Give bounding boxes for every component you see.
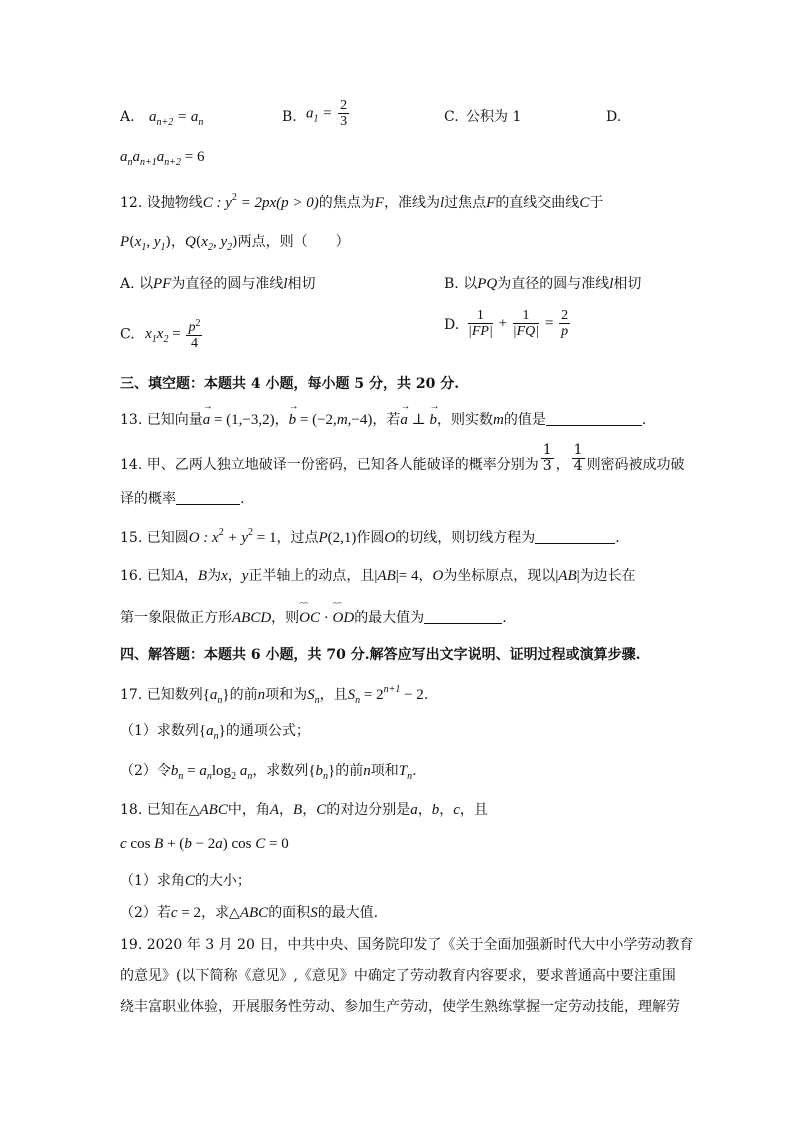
q12-option-c-formula: $x_1x_2$ = $\frac{p^2}{4}$: [145, 318, 201, 352]
q18-text: （2）若: [120, 905, 171, 921]
q15-answer-blank[interactable]: [535, 531, 615, 544]
q16-text: 正半轴上的动点，且: [248, 568, 375, 584]
q11-option-a-formula: $a_{n+2} = a_n$: [149, 109, 204, 128]
q15-text: 的切线，则切线方程为: [395, 530, 536, 546]
q14-text: 则密码被成功破: [586, 456, 685, 473]
q16-text: ，: [227, 568, 242, 584]
q17-part-2: （2）令$b_n = a_n\log_2$ $a_n$，求数列$\{b_n\}$的前n项和$T_n$.: [120, 763, 417, 782]
q18-part-2: （2）若c = 2，求△ABC的面积S的最大值.: [120, 905, 379, 921]
q17-text: ，且: [319, 687, 348, 703]
q16-text: 已知: [146, 568, 175, 584]
q17-text: 的前: [229, 687, 258, 703]
q18-text: （1）求角: [120, 873, 185, 889]
q13-text: 已知向量: [146, 412, 203, 428]
q17-text: 的通项公式；: [225, 723, 310, 739]
q11-option-a-label: A.: [120, 109, 135, 125]
q16-text: ，: [183, 568, 198, 584]
q12-stem-text: 两点，则（ ）: [237, 234, 350, 250]
q12-stem-line-2: $P(x_1$, $y_1$)，$Q(x_2$, $y_2$)两点，则（ ）: [120, 234, 350, 253]
q18-text: 中，角: [227, 802, 270, 818]
q12-stem-text: 的焦点为: [318, 195, 375, 211]
q16-line-2: 第一象限做正方形ABCD，则⌢⌢ OC · ⌢⌢ OD的最大值为 .: [120, 611, 507, 626]
q17-text: （1）求数列: [120, 723, 199, 739]
q12-option-d-label: D.: [444, 317, 460, 333]
q13-number: 13.: [120, 412, 143, 428]
q12-option-b-text: 为直径的圆与准线: [497, 276, 610, 292]
q12-option-c-label: C.: [120, 326, 135, 343]
q11-option-c-label: C.: [444, 109, 459, 125]
q12-option-b: B. 以PQ为直径的圆与准线l相切: [444, 276, 642, 292]
q18-text: 的面积: [268, 905, 311, 921]
q12-options-cd: [120, 308, 569, 352]
section-3-heading: 三、填空题：本题共 4 小题，每小题 5 分，共 20 分.: [120, 376, 460, 392]
q14-text: ，: [555, 456, 570, 473]
q17-part-1: （1）求数列$\{a_n\}$的通项公式；: [120, 723, 310, 742]
q12-options-ab: A. 以PF为直径的圆与准线l相切 B. 以PQ为直径的圆与准线l相切: [120, 276, 642, 292]
q14-text: .: [240, 491, 245, 507]
q11-option-b-label: B.: [282, 109, 297, 125]
q12-stem-text: 过焦点: [444, 195, 487, 211]
q11-options: [120, 98, 622, 130]
q12-stem-text: 设抛物线: [146, 195, 203, 211]
q18-formula: c cos B + (b − 2a) cos C = 0: [120, 836, 289, 852]
q12-option-a-text: 为直径的圆与准线: [171, 276, 284, 292]
q17-stem: 17. 已知数列$\{a_n\}$的前n项和为$S_n$，且$S_n = 2^{n+1} - 2$.: [120, 684, 429, 706]
q11-option-c-text: 公积为 1: [466, 109, 522, 125]
q17-text: 项和为: [265, 687, 308, 703]
q12-option-b-label: B. 以: [444, 276, 478, 292]
q15-text: ，过点: [276, 530, 319, 546]
q15-number: 15.: [120, 530, 143, 546]
q14-text: 甲、乙两人独立地破译一份密码，已知各人能破译的概率分别为: [146, 456, 539, 473]
q13-text: 的值是: [503, 412, 546, 428]
q12-stem-line-1: 12. 设抛物线C : $y^2 = 2px(p > 0)$的焦点为F，准线为l过焦点F的直线交曲线C于: [120, 192, 604, 211]
q17-number: 17.: [120, 687, 143, 703]
q16-text: 为: [207, 568, 222, 584]
q19-line-1: 19. 2020 年 3 月 20 日，中共中央、国务院印发了《关于全面加强新时代大中小学劳动教育: [120, 937, 694, 953]
q17-text: 项和: [370, 763, 399, 779]
q17-text: 的前: [335, 763, 364, 779]
q12-number: 12.: [120, 195, 143, 211]
q16-line-1: 16. 已知A，B为x，y正半轴上的动点，且|AB|= 4，O为坐标原点，现以|AB|为边长在: [120, 568, 636, 584]
q17-text: ，求数列: [252, 763, 309, 779]
q11-option-d-label: D.: [606, 109, 622, 125]
q17-text: （2）令: [120, 763, 171, 779]
q13-answer-blank[interactable]: [546, 413, 642, 426]
q15: 15. 已知圆O : $x^2 + y^2 = 1$，过点P(2,1)作圆O的切线，则切线方程为 .: [120, 527, 620, 546]
q14-text: 译的概率: [120, 491, 176, 507]
q16-text: 第一象限做正方形: [120, 610, 232, 626]
q18-text: 的对边分别是: [326, 802, 411, 818]
q16-text: ，: [418, 568, 433, 584]
q12-option-d-formula: $\frac{1}{|FP|}$ + $\frac{1}{|FQ|}$ = $\frac{2}{p}$: [468, 308, 569, 340]
q17-text: 已知数列: [146, 687, 203, 703]
q14-answer-blank[interactable]: [176, 492, 240, 505]
q11-option-d-formula: $a_na_{n+1}a_{n+2} = 6$: [120, 149, 205, 168]
q18-part-1: （1）求角C的大小；: [120, 873, 251, 889]
q19-line-2: 的意见》(以下简称《意见》,《意见》中确定了劳动教育内容要求，要求普通高中要注重围: [120, 968, 676, 984]
q15-text: 作圆: [356, 530, 385, 546]
section-4-heading: 四、解答题：本题共 6 小题，共 70 分.解答应写出文字说明、证明过程或演算步骤.: [120, 647, 641, 663]
q18-text: 的最大值.: [317, 905, 379, 921]
q16-text: ，则: [271, 610, 300, 626]
q12-option-b-text: 相切: [613, 276, 642, 292]
q18-stem: 18. 已知在△ABC中，角A，B，C的对边分别是a，b，c，且: [120, 802, 488, 818]
q16-text: 为边长在: [579, 568, 636, 584]
q15-text: .: [615, 530, 620, 546]
q15-text: 已知圆: [146, 530, 189, 546]
q16-text: .: [502, 610, 507, 626]
q12-stem-text: ，准线为: [383, 195, 440, 211]
q12-option-a-label: A. 以: [120, 276, 154, 292]
q12-stem-text: 于: [589, 195, 604, 211]
q13-text: .: [641, 412, 647, 428]
q14-number: 14.: [120, 456, 143, 473]
q19-line-3: 绕丰富职业体验，开展服务性劳动、参加生产劳动，使学生熟练掌握一定劳动技能，理解劳: [120, 999, 680, 1015]
q18-text: 的大小；: [194, 873, 251, 889]
q13: 13. 已知向量→ a = (1,−3,2)，→ b = (−2,m,−4)，若→ a ⊥ → b，则实数m的值是 .: [120, 413, 646, 428]
q18-text: 已知在△: [146, 802, 200, 818]
q18-text: ，且: [459, 802, 488, 818]
q16-text: 的最大值为: [354, 610, 425, 626]
q13-text: ，则实数: [436, 412, 493, 428]
q18-text: ，求△: [201, 905, 240, 921]
q12-stem-text: 的直线交曲线: [495, 195, 580, 211]
q11-option-b-formula: $a_1$ = $\frac{2}{3}$: [306, 98, 348, 130]
q16-number: 16.: [120, 568, 143, 584]
q18-number: 18.: [120, 802, 143, 818]
q13-text: ，若: [372, 412, 401, 428]
q14-line-2: [120, 492, 244, 506]
q12-option-a-text: 相切: [287, 276, 316, 292]
q14-line-1: 14. 甲、乙两人独立地破译一份密码，已知各人能破译的概率分别为 $\frac{1}{3}$ ， $\frac{1}{4}$ 则密码被成功破: [120, 442, 685, 475]
q16-answer-blank[interactable]: [424, 611, 502, 624]
q16-text: 为坐标原点，现以: [443, 568, 556, 584]
